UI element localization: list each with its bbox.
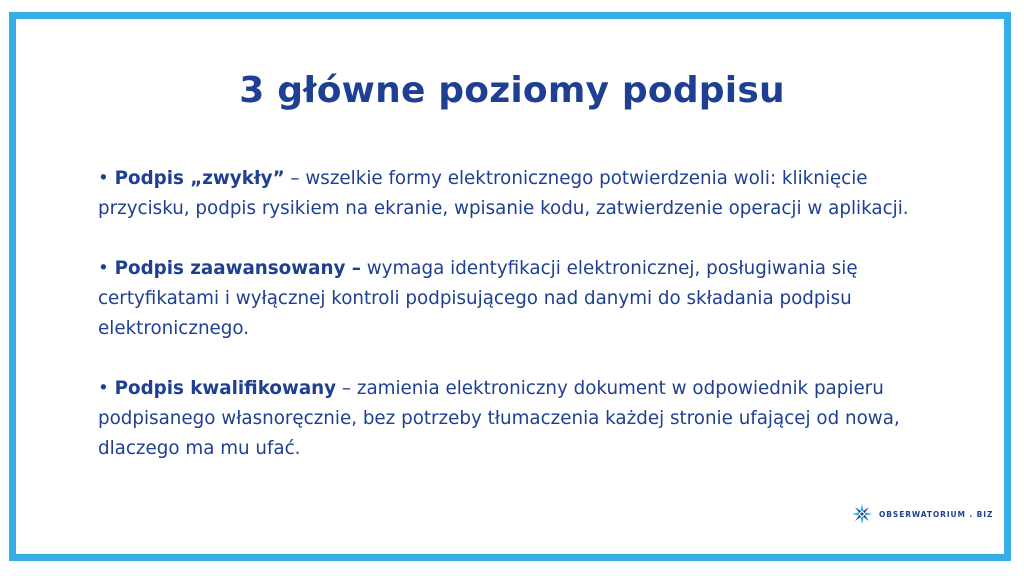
bullet-text: wymaga identyfikacji elektronicznej, posługiwania się certyfikatami i wyłącznej kontroli podpisującego nad danymi do składania podpisu elektronicznego. [98,258,858,339]
bullet-marker: • [98,168,115,189]
bullet-text: – wszelkie formy elektronicznego potwierdzenia woli: kliknięcie przycisku, podpis rysikiem na ekranie, wpisanie kodu, zatwierdzenie operacji w aplikacji. [98,168,909,219]
bullet-marker: • [98,378,115,399]
slide-title: 3 główne poziomy podpisu [239,70,785,111]
bullet-heading: Podpis „zwykły” [114,168,285,189]
snowflake-star-icon [851,503,873,525]
bullet-item-zwykly [98,164,938,224]
bullet-text: – zamienia elektroniczny dokument w odpowiednik papieru podpisanego własnoręcznie, bez potrzeby tłumaczenia każdej stronie ufającej od nowa, dlaczego ma mu ufać. [98,378,900,459]
bullet-heading: Podpis kwalifikowany [114,378,337,399]
bullet-item-zaawansowany [98,254,938,344]
bullet-marker: • [98,258,115,279]
brand-logo-text: OBSERWATORIUM . BIZ [879,509,994,519]
bullet-list [98,164,938,494]
bullet-item-kwalifikowany [98,374,938,464]
brand-logo [851,503,993,525]
bullet-heading: Podpis zaawansowany – [114,258,361,279]
